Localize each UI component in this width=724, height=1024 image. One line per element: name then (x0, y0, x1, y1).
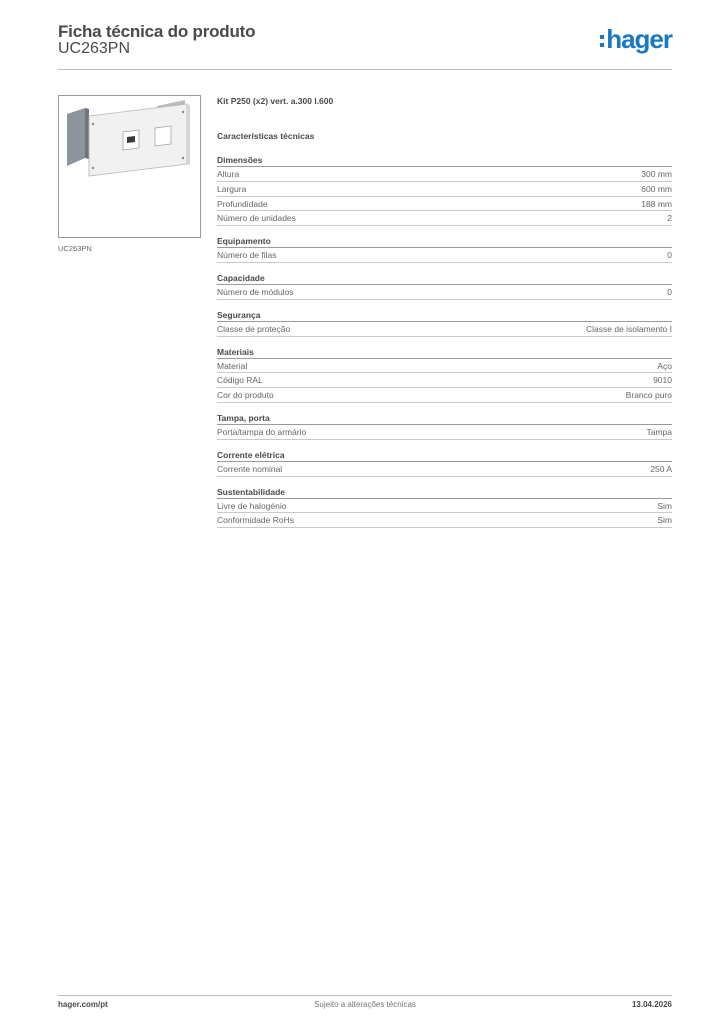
spec-row (217, 211, 672, 226)
spec-group (217, 486, 672, 529)
spec-value: 0 (667, 286, 672, 297)
spec-value: 188 mm (641, 198, 672, 209)
footer-notice: Sujeito a alterações técnicas (314, 1000, 416, 1009)
spec-label: Cor do produto (217, 390, 274, 401)
spec-row (217, 373, 672, 388)
spec-content (217, 96, 672, 528)
spec-group-title: Sustentabilidade (217, 486, 672, 499)
spec-group (217, 272, 672, 300)
spec-label: Porta/tampa do armário (217, 426, 307, 437)
spec-value: Sim (657, 515, 672, 526)
spec-value: Sim (657, 500, 672, 511)
spec-row (217, 322, 672, 337)
product-panel-illustration (59, 96, 200, 237)
spec-value: Tampa (646, 426, 672, 437)
spec-group (217, 235, 672, 263)
spec-label: Código RAL (217, 375, 263, 386)
document-title: Ficha técnica do produto (58, 22, 256, 41)
spec-label: Altura (217, 169, 240, 179)
spec-label: Livre de halogénio (217, 500, 287, 511)
spec-row (217, 513, 672, 528)
hager-logo (600, 26, 672, 52)
spec-group (217, 309, 672, 337)
spec-group-title: Capacidade (217, 272, 672, 285)
spec-value: Aço (657, 360, 672, 371)
product-name: Kit P250 (x2) vert. a.300 l.600 (217, 96, 334, 106)
section-title: Características técnicas (217, 131, 315, 141)
spec-row (217, 182, 672, 197)
spec-label: Conformidade RoHs (217, 515, 295, 526)
spec-label: Número de unidades (217, 213, 296, 224)
spec-value: 9010 (653, 375, 672, 386)
spec-value: 300 mm (641, 169, 672, 179)
spec-row (217, 388, 672, 403)
spec-row (217, 499, 672, 514)
logo-dots-icon (600, 35, 604, 47)
spec-group-title: Segurança (217, 309, 672, 322)
image-caption: UC263PN (58, 244, 92, 253)
spec-groups (217, 154, 672, 528)
spec-value: Classe de isolamento I (586, 323, 672, 334)
spec-label: Material (217, 360, 248, 371)
spec-label: Número de módulos (217, 286, 294, 297)
spec-value: 600 mm (641, 183, 672, 194)
spec-row (217, 248, 672, 263)
spec-group (217, 449, 672, 477)
spec-row (217, 425, 672, 440)
page-footer (58, 995, 672, 1015)
spec-label: Largura (217, 183, 247, 194)
page-header (58, 20, 672, 70)
product-code: UC263PN (58, 40, 131, 57)
spec-row (217, 167, 672, 182)
spec-group-title: Dimensões (217, 154, 672, 167)
spec-group (217, 346, 672, 403)
spec-value: 2 (667, 213, 672, 224)
footer-website[interactable]: hager.com/pt (58, 1000, 108, 1009)
spec-label: Número de filas (217, 250, 277, 261)
logo-text: hager (606, 24, 672, 54)
spec-group-title: Corrente elétrica (217, 449, 672, 462)
spec-group-title: Tampa, porta (217, 412, 672, 425)
spec-group (217, 154, 672, 226)
spec-value: 0 (667, 250, 672, 261)
spec-value: Branco puro (625, 390, 672, 401)
product-image (58, 95, 201, 238)
spec-row (217, 462, 672, 477)
spec-row (217, 359, 672, 374)
spec-row (217, 197, 672, 212)
spec-group-title: Equipamento (217, 235, 672, 248)
spec-group (217, 412, 672, 440)
spec-label: Corrente nominal (217, 463, 283, 474)
spec-label: Profundidade (217, 198, 268, 209)
spec-value: 250 A (650, 463, 672, 474)
spec-label: Classe de proteção (217, 323, 291, 334)
spec-group-title: Materiais (217, 346, 672, 359)
footer-date: 13.04.2026 (631, 1000, 672, 1009)
spec-row (217, 285, 672, 300)
